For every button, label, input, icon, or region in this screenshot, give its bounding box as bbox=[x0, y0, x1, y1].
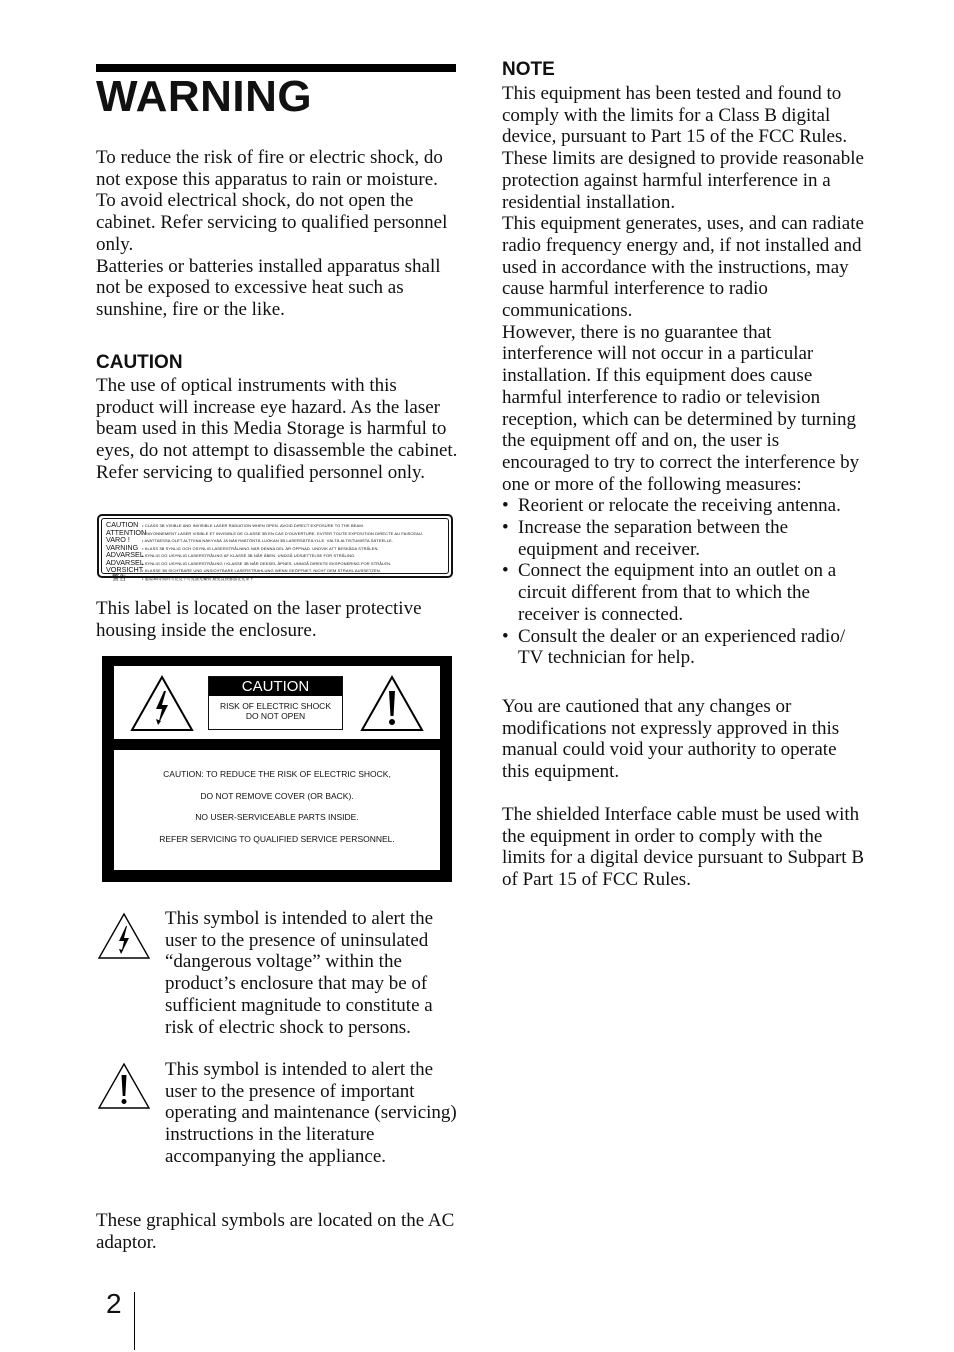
caution-box bbox=[208, 676, 343, 730]
page-title: WARNING bbox=[96, 72, 313, 121]
list-item: • Reorient or relocate the receiving antenna. bbox=[502, 495, 841, 517]
caution-panel bbox=[102, 656, 452, 882]
note-body bbox=[502, 83, 866, 669]
symbols-location-text: These graphical symbols are located on the AC adaptor. bbox=[96, 1210, 455, 1253]
laser-label-row: VORSICHT• KLASSE 3B SICHTBARE UND UNSICHTBARE LASERSTRAHLUNG WENN GEÖFFNET. NICHT DEM STRAHL AUSSETZEN. bbox=[106, 565, 381, 574]
caution-panel-line: NO USER-SERVICEABLE PARTS INSIDE. bbox=[195, 812, 359, 822]
caution-paragraph: The use of optical instruments with this product will increase eye hazard. As the laser beam used in this Media Storage is harmful to eyes, do not attempt to disassemble the cabinet. bbox=[96, 375, 458, 462]
caution-box-heading: CAUTION bbox=[209, 677, 342, 696]
warning-paragraph: To avoid electrical shock, do not open the cabinet. Refer servicing to qualified personnel only. bbox=[96, 190, 448, 255]
caution-paragraph: Refer servicing to qualified personnel only. bbox=[96, 461, 426, 483]
exclamation-triangle-icon bbox=[360, 675, 424, 732]
exclamation-symbol-text: This symbol is intended to alert the user to the presence of important operating and maintenance (servicing) instructions in the literature accompanying the appliance. bbox=[165, 1059, 457, 1167]
list-item: • Connect the equipment into an outlet on a circuit different from that to which the receiver is connected. bbox=[502, 560, 837, 625]
voltage-symbol-text: This symbol is intended to alert the user to the presence of uninsulated “dangerous voltage” within the product’s enclosure that may be of sufficient magnitude to constitute a risk of electric shock to persons. bbox=[165, 908, 434, 1038]
laser-label-row: 警告 • 還規3B等級的可見及不可見激光輻射 避免直接暴露在光束下 bbox=[112, 572, 254, 582]
note-paragraph: This equipment has been tested and found to comply with the limits for a Class B digital device, pursuant to Part 15 of the FCC Rules. These limits are designed to provide reasonable protection against harmful interference in a residential installation. bbox=[502, 83, 864, 213]
caution-box-line: DO NOT OPEN bbox=[245, 711, 306, 721]
label-location-text: This label is located on the laser protective housing inside the enclosure. bbox=[96, 598, 422, 641]
page-number: 2 bbox=[106, 1288, 122, 1319]
laser-label-row: ATTENTION• RAYONNEMENT LASER VISIBLE ET INVISIBLE DE CLASSE 3B EN CAS D'OUVERTURE. EVITER TOUTE EXPOSITION DIRECTE AU FAISCEAU. bbox=[106, 527, 424, 537]
note-paragraph: However, there is no guarantee that interference will not occur in a particular installation. If this equipment does cause harmful interference to radio or television reception, which can be determined by turning the equipment off and on, the user is encouraged to try to correct the interference by one or more of the following measures: bbox=[502, 321, 860, 495]
warning-paragraph: To reduce the risk of fire or electric shock, do not expose this apparatus to rain or moisture. bbox=[96, 147, 443, 190]
lightning-triangle-icon bbox=[130, 675, 194, 732]
exclamation-triangle-icon bbox=[97, 1062, 151, 1110]
laser-label-row: CAUTION • CLASS 3B VISIBLE AND INVISIBLE LASER RADIATION WHEN OPEN. AVOID DIRECT EXPOSURE TO THE BEAM. bbox=[106, 520, 364, 529]
changes-caution-text: You are cautioned that any changes or modifications not expressly approved in this manual could void your authority to operate this equipment. bbox=[502, 696, 840, 783]
list-item: • Increase the separation between the equipment and receiver. bbox=[502, 517, 789, 560]
list-item: • Consult the dealer or an experienced radio/ TV technician for help. bbox=[502, 625, 846, 669]
laser-label-frame bbox=[101, 518, 449, 582]
caution-panel-line: DO NOT REMOVE COVER (OR BACK). bbox=[200, 791, 354, 801]
caution-panel-line: CAUTION: TO REDUCE THE RISK OF ELECTRIC SHOCK, bbox=[163, 769, 391, 779]
warning-text bbox=[96, 147, 458, 321]
laser-warning-label bbox=[97, 514, 453, 582]
caution-text bbox=[96, 375, 458, 484]
shielded-cable-text: The shielded Interface cable must be used with the equipment in order to comply with the limits for a digital device pursuant to Subpart B of Part 15 of FCC Rules. bbox=[502, 804, 864, 891]
caution-panel-bottom bbox=[114, 750, 440, 870]
caution-panel-top bbox=[114, 666, 440, 739]
caution-heading: CAUTION bbox=[96, 352, 183, 373]
laser-label-row: ADVARSEL• SYNLIG OG USYNLIG LASERSTRÅLING AF KLASSE 3B NÅR ÅBEN. UNDGÅ UDSÆTTELSE FOR STRÅLING. bbox=[106, 550, 356, 559]
note-paragraph: This equipment generates, uses, and can radiate radio frequency energy and, if not installed and used in accordance with the instructions, may cause harmful interference to radio communications. bbox=[502, 213, 864, 322]
note-heading: NOTE bbox=[502, 59, 555, 80]
laser-label-row: VARO ! • AVATTAESSA OLET ALTTIINA NÄKYVÄÄ JA NÄKYMÄTÖNTÄ LUOKAN 3B LASERSÄTEILYLLE. VÄLTÄ ALTISTUMISTA SÄTEELLE. bbox=[106, 535, 394, 544]
caution-panel-line: REFER SERVICING TO QUALIFIED SERVICE PERSONNEL. bbox=[159, 834, 395, 844]
title-rule bbox=[96, 64, 456, 72]
lightning-triangle-icon bbox=[97, 912, 151, 960]
page-number-rule bbox=[134, 1292, 135, 1350]
warning-paragraph: Batteries or batteries installed apparatus shall not be exposed to excessive heat such as sunshine, fire or the like. bbox=[96, 255, 441, 320]
laser-label-row: ADVARSEL• SYNLIG OG USYNLIG LASERSTRÅLING I KLASSE 3B NÅR DEKSEL ÅPNES. UNNGÅ DIREKTE EKSPONERING FOR STRÅLEN. bbox=[106, 557, 392, 567]
measures-list bbox=[502, 495, 866, 669]
caution-box-line: RISK OF ELECTRIC SHOCK bbox=[220, 701, 331, 711]
laser-label-row: VARNING • KLASS 3B SYNLIG OCH OSYNLIG LASERSTRÅLNING NÄR DENNA DEL ÄR ÖPPNAD. UNDVIK ATT BESKÅDA STRÅLEN. bbox=[106, 542, 379, 552]
